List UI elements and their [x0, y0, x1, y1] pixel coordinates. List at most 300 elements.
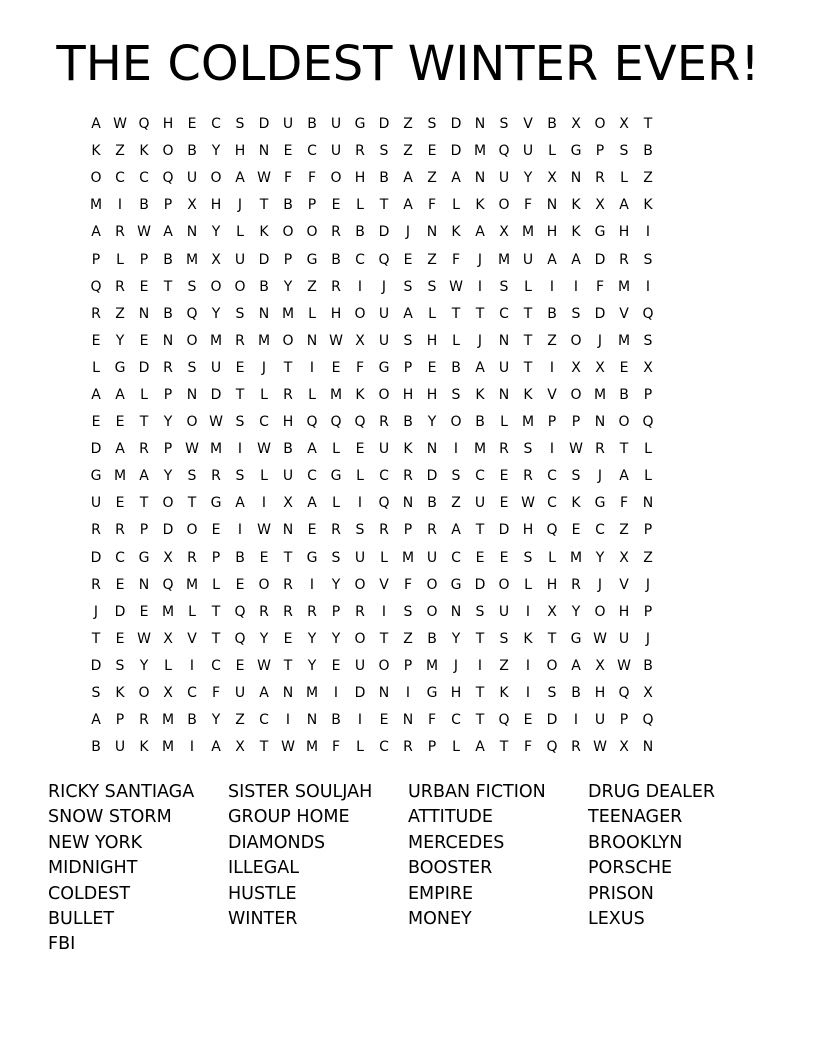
- grid-letter: M: [329, 386, 343, 403]
- word-list-item: MONEY: [408, 908, 472, 929]
- grid-letter: T: [211, 603, 221, 620]
- grid-letter: A: [235, 170, 245, 187]
- grid-letter: Z: [403, 630, 413, 647]
- grid-letter: B: [235, 549, 245, 566]
- grid-letter: I: [405, 685, 411, 702]
- grid-letter: B: [547, 305, 557, 322]
- word-list-item: SNOW STORM: [48, 807, 172, 828]
- grid-letter: X: [619, 549, 629, 566]
- grid-letter: J: [93, 603, 99, 620]
- grid-letter: P: [91, 251, 101, 268]
- grid-letter: M: [305, 739, 319, 756]
- grid-letter: H: [546, 576, 558, 593]
- grid-letter: N: [474, 116, 486, 133]
- grid-letter: M: [185, 576, 199, 593]
- grid-letter: O: [498, 197, 510, 214]
- grid-letter: E: [403, 251, 413, 268]
- grid-letter: Q: [642, 712, 654, 729]
- word-list-item: EMPIRE: [408, 883, 474, 904]
- grid-letter: A: [307, 441, 317, 458]
- grid-letter: R: [283, 386, 293, 403]
- grid-letter: A: [451, 170, 461, 187]
- grid-letter: U: [330, 116, 342, 133]
- grid-letter: R: [139, 712, 149, 729]
- grid-letter: Z: [643, 170, 653, 187]
- grid-letter: L: [236, 224, 244, 241]
- word-list: [48, 780, 788, 958]
- grid-letter: C: [451, 549, 461, 566]
- grid-letter: I: [573, 278, 579, 295]
- grid-letter: K: [259, 224, 269, 241]
- grid-letter: Z: [115, 305, 125, 322]
- grid-letter: H: [426, 386, 438, 403]
- grid-letter: D: [114, 603, 126, 620]
- grid-letter: H: [618, 224, 630, 241]
- grid-letter: T: [475, 685, 485, 702]
- grid-letter: W: [449, 278, 463, 295]
- grid-letter: L: [620, 170, 628, 187]
- grid-letter: A: [403, 305, 413, 322]
- grid-letter: B: [163, 251, 173, 268]
- grid-letter: X: [283, 495, 293, 512]
- grid-letter: I: [261, 495, 267, 512]
- grid-letter: C: [379, 739, 389, 756]
- grid-letter: P: [403, 657, 413, 674]
- grid-letter: N: [138, 305, 150, 322]
- grid-letter: O: [546, 657, 558, 674]
- grid-letter: O: [282, 332, 294, 349]
- grid-letter: R: [283, 576, 293, 593]
- grid-letter: E: [91, 414, 101, 431]
- grid-letter: D: [546, 712, 558, 729]
- grid-letter: T: [259, 739, 269, 756]
- grid-letter: D: [210, 386, 222, 403]
- grid-letter: K: [523, 630, 533, 647]
- grid-letter: O: [186, 414, 198, 431]
- letter-grid: [84, 111, 732, 761]
- grid-letter: F: [523, 197, 533, 214]
- word-list-item: LEXUS: [588, 908, 645, 929]
- grid-letter: R: [115, 522, 125, 539]
- grid-letter: A: [91, 386, 101, 403]
- grid-letter: O: [378, 657, 390, 674]
- grid-letter: M: [281, 305, 295, 322]
- grid-letter: N: [570, 170, 582, 187]
- grid-letter: A: [91, 712, 101, 729]
- grid-letter: Y: [115, 332, 125, 349]
- grid-letter: N: [306, 712, 318, 729]
- grid-letter: Q: [642, 414, 654, 431]
- grid-letter: O: [258, 576, 270, 593]
- grid-letter: J: [645, 630, 651, 647]
- grid-letter: I: [549, 359, 555, 376]
- grid-letter: B: [163, 305, 173, 322]
- word-list-item: FBI: [48, 934, 76, 955]
- grid-letter: I: [381, 603, 387, 620]
- grid-letter: T: [139, 495, 149, 512]
- grid-letter: R: [595, 441, 605, 458]
- grid-letter: T: [523, 305, 533, 322]
- grid-letter: E: [571, 522, 581, 539]
- word-list-item: NEW YORK: [48, 832, 143, 853]
- grid-letter: G: [426, 685, 438, 702]
- grid-letter: P: [163, 441, 173, 458]
- grid-letter: Z: [547, 332, 557, 349]
- grid-letter: X: [571, 359, 581, 376]
- grid-letter: B: [643, 657, 653, 674]
- grid-letter: T: [475, 305, 485, 322]
- grid-letter: F: [427, 197, 437, 214]
- grid-letter: N: [642, 739, 654, 756]
- grid-letter: S: [451, 386, 461, 403]
- grid-letter: X: [547, 170, 557, 187]
- grid-letter: L: [92, 359, 100, 376]
- grid-letter: E: [115, 414, 125, 431]
- grid-letter: D: [258, 251, 270, 268]
- grid-letter: N: [594, 414, 606, 431]
- grid-letter: O: [450, 414, 462, 431]
- grid-letter: O: [354, 630, 366, 647]
- grid-letter: I: [573, 712, 579, 729]
- grid-letter: S: [523, 441, 533, 458]
- grid-letter: O: [282, 224, 294, 241]
- grid-letter: C: [259, 712, 269, 729]
- grid-letter: P: [643, 386, 653, 403]
- grid-letter: E: [235, 359, 245, 376]
- grid-letter: U: [330, 143, 342, 160]
- grid-letter: W: [257, 657, 271, 674]
- grid-letter: T: [139, 414, 149, 431]
- grid-letter: S: [643, 332, 653, 349]
- grid-letter: X: [619, 116, 629, 133]
- grid-letter: G: [330, 468, 342, 485]
- grid-letter: B: [643, 143, 653, 160]
- grid-letter: R: [355, 603, 365, 620]
- grid-letter: S: [91, 685, 101, 702]
- grid-letter: J: [477, 332, 483, 349]
- grid-letter: A: [475, 224, 485, 241]
- grid-row: [84, 653, 732, 680]
- grid-letter: T: [187, 495, 197, 512]
- grid-letter: L: [332, 441, 340, 458]
- grid-letter: X: [163, 630, 173, 647]
- grid-letter: I: [453, 441, 459, 458]
- grid-letter: Y: [331, 576, 341, 593]
- grid-letter: J: [645, 576, 651, 593]
- grid-letter: N: [258, 305, 270, 322]
- grid-letter: H: [546, 224, 558, 241]
- grid-letter: M: [401, 549, 415, 566]
- grid-letter: O: [426, 603, 438, 620]
- grid-letter: F: [355, 359, 365, 376]
- grid-letter: I: [333, 685, 339, 702]
- grid-row: [84, 192, 732, 219]
- grid-letter: O: [186, 332, 198, 349]
- grid-letter: V: [619, 305, 629, 322]
- grid-letter: M: [593, 386, 607, 403]
- grid-letter: I: [645, 224, 651, 241]
- grid-letter: N: [402, 495, 414, 512]
- grid-letter: B: [187, 143, 197, 160]
- grid-letter: Q: [378, 495, 390, 512]
- grid-letter: L: [260, 386, 268, 403]
- word-list-item: MERCEDES: [408, 832, 505, 853]
- grid-letter: M: [161, 739, 175, 756]
- grid-letter: M: [473, 143, 487, 160]
- grid-letter: B: [283, 197, 293, 214]
- grid-letter: S: [379, 143, 389, 160]
- grid-letter: Q: [330, 414, 342, 431]
- grid-letter: E: [115, 576, 125, 593]
- grid-letter: O: [162, 495, 174, 512]
- grid-letter: Y: [163, 468, 173, 485]
- grid-letter: L: [644, 468, 652, 485]
- grid-letter: P: [331, 603, 341, 620]
- grid-letter: B: [451, 359, 461, 376]
- grid-letter: X: [595, 359, 605, 376]
- grid-letter: R: [523, 468, 533, 485]
- grid-letter: Z: [115, 143, 125, 160]
- grid-letter: O: [378, 386, 390, 403]
- grid-letter: L: [260, 468, 268, 485]
- grid-letter: R: [283, 603, 293, 620]
- grid-letter: S: [235, 468, 245, 485]
- grid-letter: E: [499, 468, 509, 485]
- grid-letter: L: [116, 251, 124, 268]
- grid-letter: A: [115, 386, 125, 403]
- grid-letter: A: [451, 522, 461, 539]
- grid-letter: B: [571, 685, 581, 702]
- grid-letter: G: [306, 251, 318, 268]
- grid-letter: N: [306, 332, 318, 349]
- grid-letter: B: [403, 414, 413, 431]
- grid-letter: A: [235, 495, 245, 512]
- grid-letter: H: [402, 386, 414, 403]
- grid-letter: Y: [523, 170, 533, 187]
- grid-letter: D: [378, 116, 390, 133]
- grid-letter: M: [305, 685, 319, 702]
- grid-letter: Y: [259, 630, 269, 647]
- grid-row: [84, 545, 732, 572]
- grid-letter: E: [427, 359, 437, 376]
- grid-row: [84, 626, 732, 653]
- grid-letter: C: [475, 468, 485, 485]
- grid-letter: Y: [211, 224, 221, 241]
- grid-letter: E: [91, 332, 101, 349]
- grid-letter: E: [187, 116, 197, 133]
- grid-letter: O: [138, 685, 150, 702]
- grid-letter: O: [210, 278, 222, 295]
- grid-letter: G: [570, 630, 582, 647]
- grid-letter: C: [547, 468, 557, 485]
- grid-letter: W: [281, 739, 295, 756]
- grid-letter: Y: [331, 630, 341, 647]
- grid-letter: L: [644, 441, 652, 458]
- grid-letter: E: [283, 143, 293, 160]
- grid-letter: Q: [618, 685, 630, 702]
- grid-letter: Z: [619, 522, 629, 539]
- grid-letter: B: [91, 739, 101, 756]
- grid-letter: U: [186, 170, 198, 187]
- grid-letter: J: [405, 224, 411, 241]
- grid-row: [84, 219, 732, 246]
- grid-row: [84, 572, 732, 599]
- grid-row: [84, 436, 732, 463]
- word-list-item: ATTITUDE: [408, 807, 493, 828]
- grid-letter: A: [91, 224, 101, 241]
- grid-letter: T: [547, 630, 557, 647]
- grid-letter: T: [235, 386, 245, 403]
- grid-letter: D: [378, 224, 390, 241]
- grid-letter: S: [403, 278, 413, 295]
- grid-letter: I: [525, 685, 531, 702]
- grid-letter: F: [307, 170, 317, 187]
- grid-letter: A: [475, 359, 485, 376]
- grid-letter: O: [234, 278, 246, 295]
- grid-letter: L: [548, 549, 556, 566]
- grid-letter: T: [259, 197, 269, 214]
- grid-letter: L: [500, 414, 508, 431]
- grid-letter: L: [308, 386, 316, 403]
- grid-letter: R: [595, 170, 605, 187]
- grid-letter: Q: [546, 522, 558, 539]
- grid-letter: O: [330, 170, 342, 187]
- grid-letter: N: [642, 495, 654, 512]
- grid-row: [84, 274, 732, 301]
- grid-letter: A: [115, 441, 125, 458]
- word-list-item: BOOSTER: [408, 858, 493, 879]
- grid-letter: L: [356, 197, 364, 214]
- grid-letter: C: [139, 170, 149, 187]
- grid-letter: B: [427, 495, 437, 512]
- grid-letter: X: [187, 197, 197, 214]
- grid-letter: F: [403, 576, 413, 593]
- grid-letter: S: [571, 305, 581, 322]
- grid-letter: M: [161, 603, 175, 620]
- grid-letter: U: [498, 359, 510, 376]
- grid-letter: E: [331, 359, 341, 376]
- grid-letter: I: [309, 359, 315, 376]
- grid-letter: X: [643, 685, 653, 702]
- grid-letter: L: [548, 143, 556, 160]
- grid-letter: K: [571, 224, 581, 241]
- grid-letter: C: [307, 468, 317, 485]
- word-list-item: GROUP HOME: [228, 807, 350, 828]
- grid-letter: N: [282, 685, 294, 702]
- grid-letter: I: [237, 522, 243, 539]
- grid-letter: R: [331, 224, 341, 241]
- grid-letter: R: [619, 251, 629, 268]
- grid-letter: Y: [307, 630, 317, 647]
- grid-letter: I: [549, 278, 555, 295]
- grid-letter: Q: [162, 170, 174, 187]
- grid-letter: C: [547, 495, 557, 512]
- grid-letter: K: [403, 441, 413, 458]
- grid-letter: H: [330, 305, 342, 322]
- grid-letter: D: [450, 143, 462, 160]
- grid-letter: F: [283, 170, 293, 187]
- grid-letter: V: [619, 576, 629, 593]
- grid-letter: D: [162, 522, 174, 539]
- grid-letter: C: [499, 305, 509, 322]
- grid-letter: C: [211, 116, 221, 133]
- grid-letter: E: [307, 522, 317, 539]
- grid-letter: E: [211, 522, 221, 539]
- grid-letter: T: [379, 630, 389, 647]
- grid-letter: H: [522, 522, 534, 539]
- grid-letter: M: [113, 468, 127, 485]
- grid-letter: E: [283, 630, 293, 647]
- grid-row: [84, 599, 732, 626]
- grid-letter: C: [211, 657, 221, 674]
- grid-letter: G: [594, 495, 606, 512]
- grid-letter: M: [209, 441, 223, 458]
- grid-letter: O: [162, 143, 174, 160]
- grid-letter: L: [452, 197, 460, 214]
- grid-letter: K: [571, 495, 581, 512]
- grid-letter: I: [285, 712, 291, 729]
- grid-letter: W: [113, 116, 127, 133]
- grid-letter: L: [356, 739, 364, 756]
- grid-letter: L: [524, 278, 532, 295]
- grid-letter: H: [234, 143, 246, 160]
- grid-letter: S: [235, 116, 245, 133]
- grid-letter: R: [379, 414, 389, 431]
- grid-letter: S: [547, 685, 557, 702]
- grid-row: [84, 734, 732, 761]
- grid-letter: O: [354, 305, 366, 322]
- grid-letter: T: [643, 116, 653, 133]
- grid-row: [84, 355, 732, 382]
- grid-letter: U: [378, 441, 390, 458]
- grid-letter: S: [499, 116, 509, 133]
- grid-letter: W: [185, 441, 199, 458]
- grid-letter: F: [427, 712, 437, 729]
- grid-row: [84, 490, 732, 517]
- grid-letter: P: [403, 522, 413, 539]
- grid-row: [84, 517, 732, 544]
- grid-letter: S: [427, 116, 437, 133]
- grid-letter: N: [138, 576, 150, 593]
- grid-letter: C: [595, 522, 605, 539]
- grid-letter: K: [139, 739, 149, 756]
- grid-letter: P: [139, 251, 149, 268]
- grid-letter: S: [187, 278, 197, 295]
- grid-letter: B: [283, 441, 293, 458]
- word-list-item: PRISON: [588, 883, 654, 904]
- grid-letter: P: [643, 522, 653, 539]
- grid-letter: N: [546, 197, 558, 214]
- grid-letter: I: [237, 441, 243, 458]
- grid-letter: U: [378, 332, 390, 349]
- grid-letter: I: [525, 657, 531, 674]
- grid-letter: D: [474, 576, 486, 593]
- grid-letter: S: [187, 359, 197, 376]
- grid-letter: S: [643, 251, 653, 268]
- grid-letter: L: [212, 576, 220, 593]
- grid-letter: W: [617, 657, 631, 674]
- page-title: THE COLDEST WINTER EVER!: [56, 36, 760, 92]
- grid-letter: B: [547, 116, 557, 133]
- grid-letter: E: [379, 712, 389, 729]
- grid-letter: X: [619, 739, 629, 756]
- grid-letter: R: [211, 468, 221, 485]
- grid-letter: I: [117, 197, 123, 214]
- grid-letter: T: [283, 359, 293, 376]
- grid-letter: A: [619, 197, 629, 214]
- grid-letter: O: [426, 576, 438, 593]
- grid-letter: T: [163, 278, 173, 295]
